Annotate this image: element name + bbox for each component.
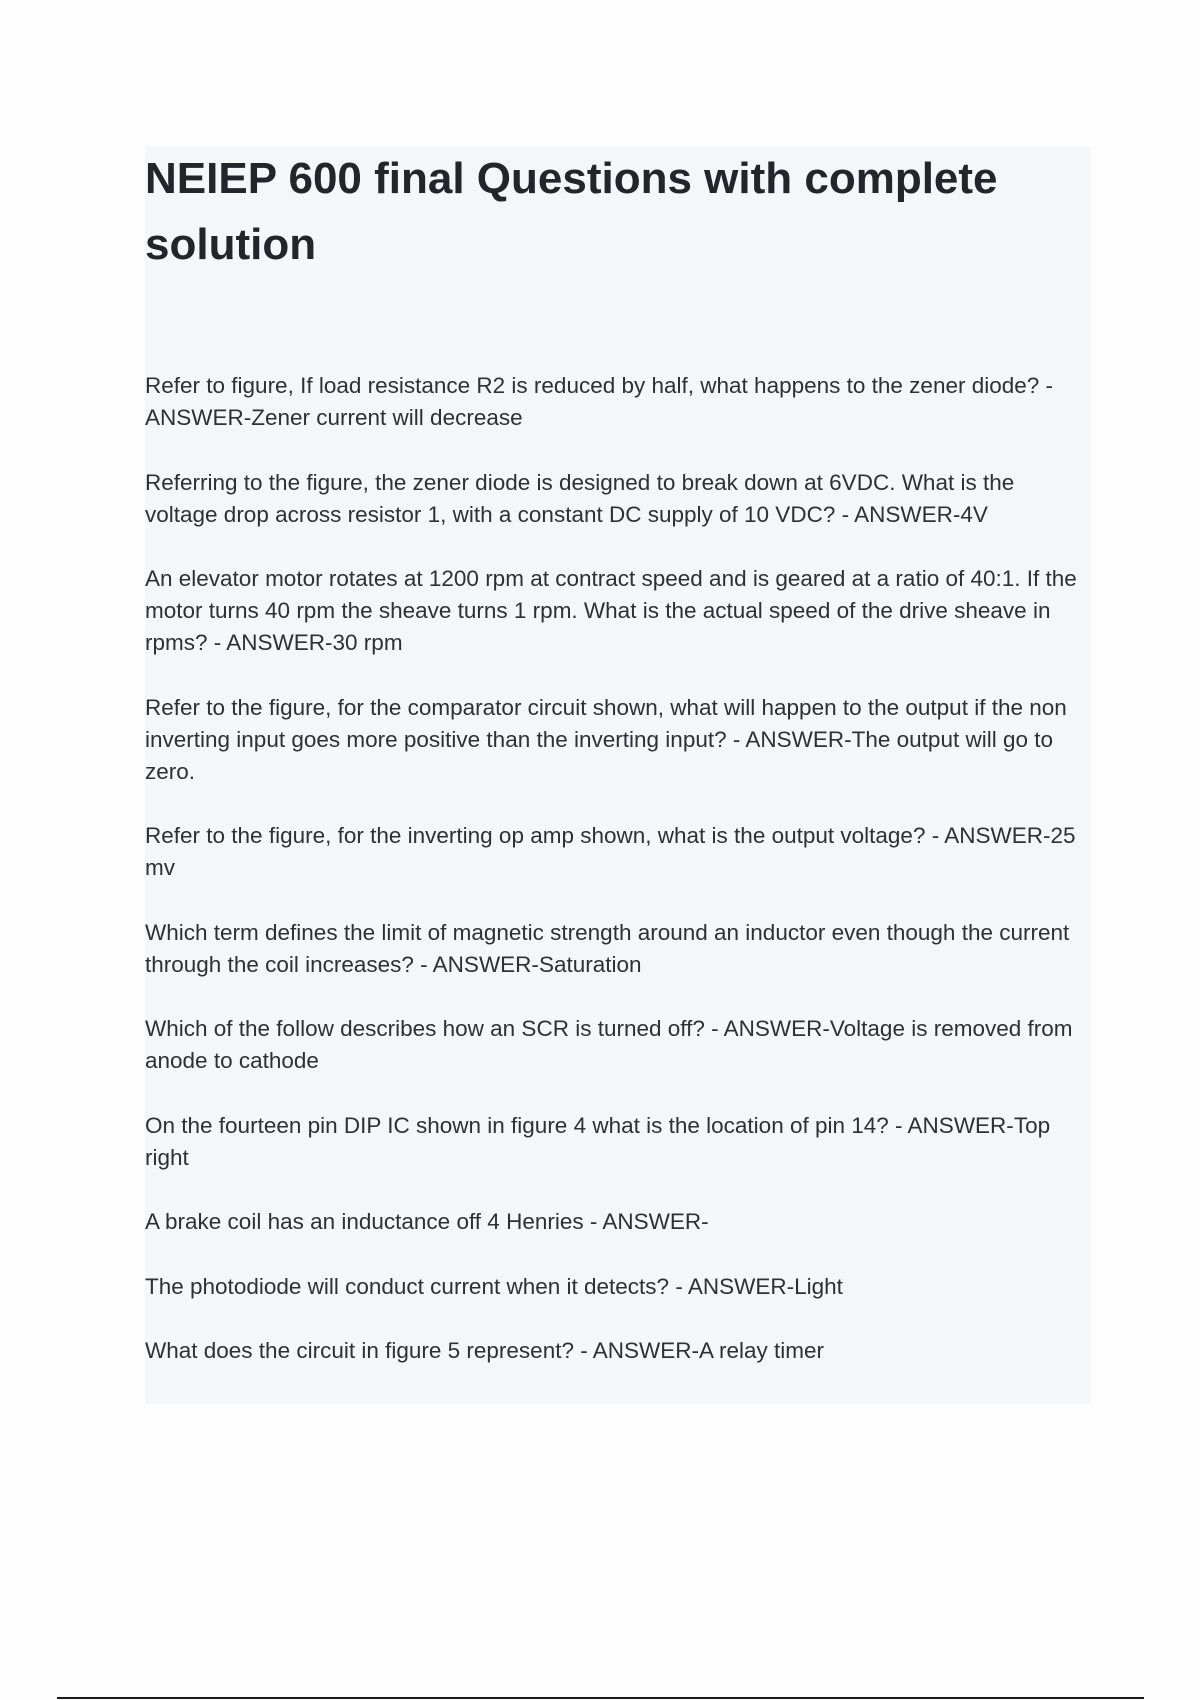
answer-separator: - ANSWER- xyxy=(573,1338,699,1363)
qa-item xyxy=(145,1013,1090,1077)
question-text: Referring to the figure, the zener diode is designed to break down at 6VDC. What is the voltage drop across resistor 1, with a constant DC supply of 10 VDC? xyxy=(145,469,1015,527)
answer-separator: - ANSWER- xyxy=(207,630,333,655)
answer-text: Light xyxy=(794,1273,843,1299)
answer-separator: - ANSWER- xyxy=(669,1273,795,1299)
qa-item xyxy=(145,820,1090,884)
question-text: Which term defines the limit of magnetic strength around an inductor even though the current through the coil increases? xyxy=(145,919,1070,977)
answer-separator: - ANSWER- xyxy=(704,1016,830,1041)
qa-item xyxy=(145,1206,1090,1238)
answer-text: 4V xyxy=(960,501,988,527)
answer-text: 30 rpm xyxy=(332,630,403,655)
answer-text: A relay timer xyxy=(699,1338,825,1363)
footer-divider xyxy=(57,1697,1144,1699)
qa-item xyxy=(145,1335,1090,1367)
qa-item xyxy=(145,1271,1090,1303)
question-text: Refer to the figure, for the comparator circuit shown, what will happen to the output if the non inverting input goes more positive than the inverting input? xyxy=(145,694,1067,752)
qa-list xyxy=(145,370,1090,1400)
answer-text: Voltage is removed from anode to cathode xyxy=(145,1016,1073,1073)
question-text: Refer to the figure, for the inverting op amp shown, what is the output voltage? xyxy=(145,823,926,848)
question-text: On the fourteen pin DIP IC shown in figure 4 what is the location of pin 14? xyxy=(145,1112,889,1138)
answer-separator: - ANSWER- xyxy=(726,726,852,752)
qa-item xyxy=(145,370,1090,434)
qa-item xyxy=(145,917,1090,981)
qa-item xyxy=(145,692,1090,788)
question-text: What does the circuit in figure 5 represent? xyxy=(145,1338,574,1363)
page-title: NEIEP 600 final Questions with complete solution xyxy=(145,154,998,269)
question-text: Which of the follow describes how an SCR is turned off? xyxy=(145,1016,705,1041)
answer-separator: - ANSWER- xyxy=(888,1112,1014,1138)
answer-text: 25 mv xyxy=(145,823,1076,880)
qa-item xyxy=(145,467,1090,531)
question-text: Refer to figure, If load resistance R2 is reduced by half, what happens to the zener diode? xyxy=(145,373,1040,398)
answer-text: Zener current will decrease xyxy=(251,405,523,430)
answer-text: Saturation xyxy=(538,951,642,977)
answer-separator: - ANSWER- xyxy=(145,373,1054,430)
answer-text: Top right xyxy=(145,1112,1051,1170)
qa-item xyxy=(145,563,1090,659)
answer-separator: - ANSWER- xyxy=(835,501,961,527)
answer-text: The output will go to zero. xyxy=(145,726,1053,784)
answer-separator: - ANSWER- xyxy=(925,823,1051,848)
answer-separator: - ANSWER- xyxy=(413,951,539,977)
content-block xyxy=(145,146,1090,1404)
answer-separator: - ANSWER- xyxy=(583,1209,709,1234)
question-text: A brake coil has an inductance off 4 Henries xyxy=(145,1209,584,1234)
qa-item xyxy=(145,1110,1090,1174)
question-text: An elevator motor rotates at 1200 rpm at contract speed and is geared at a ratio of 40:1. If the motor turns 40 rpm the sheave turns 1 rpm. What is the actual speed of the drive sheave in rpms? xyxy=(145,566,1077,655)
question-text: The photodiode will conduct current when it detects? xyxy=(145,1273,670,1299)
